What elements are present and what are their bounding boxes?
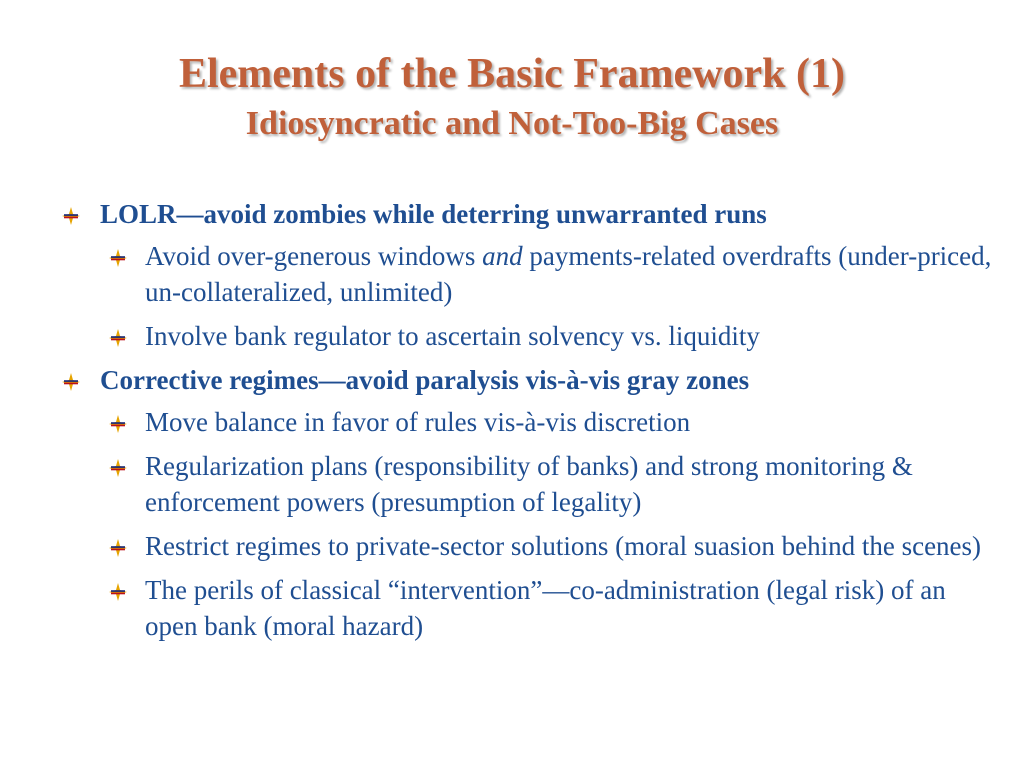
list-item-text: Involve bank regulator to ascertain solvency vs. liquidity xyxy=(145,321,760,351)
barred-star-bullet-icon xyxy=(62,207,80,225)
list-item-emphasis: and xyxy=(482,241,523,271)
slide-title: Elements of the Basic Framework (1) xyxy=(178,51,845,97)
list-item-text: Move balance in favor of rules vis-à-vis discretion xyxy=(145,407,691,437)
list-item-text-after: payments-related overdrafts (under-priced, un-collateralized, unlimited) xyxy=(145,241,992,307)
title-block xyxy=(0,50,1024,144)
list-item xyxy=(108,448,992,520)
barred-star-bullet-icon xyxy=(109,459,127,477)
list-item xyxy=(108,572,992,644)
section-heading-text: Corrective regimes—avoid paralysis vis-à-vis gray zones xyxy=(100,365,750,395)
list-item xyxy=(108,528,992,564)
barred-star-bullet-icon xyxy=(62,373,80,391)
list-item-text: Regularization plans (responsibility of banks) and strong monitoring & enforcement powers (presumption of legality) xyxy=(145,451,913,517)
slide-body xyxy=(62,196,992,652)
barred-star-bullet-icon xyxy=(109,415,127,433)
barred-star-bullet-icon xyxy=(109,583,127,601)
barred-star-bullet-icon xyxy=(109,329,127,347)
section-heading-lolr xyxy=(62,196,992,232)
section-heading-corrective-regimes xyxy=(62,362,992,398)
slide-subtitle: Idiosyncratic and Not-Too-Big Cases xyxy=(245,105,779,142)
list-item-text-before: Avoid over-generous windows xyxy=(145,241,483,271)
section-heading-text: LOLR—avoid zombies while deterring unwarranted runs xyxy=(100,199,767,229)
list-item-text: The perils of classical “intervention”—co-administration (legal risk) of an open bank (moral hazard) xyxy=(145,575,946,641)
list-item xyxy=(108,238,992,310)
barred-star-bullet-icon xyxy=(109,539,127,557)
list-item-text: Restrict regimes to private-sector solutions (moral suasion behind the scenes) xyxy=(145,531,982,561)
list-item xyxy=(108,318,992,354)
list-item xyxy=(108,404,992,440)
barred-star-bullet-icon xyxy=(109,249,127,267)
